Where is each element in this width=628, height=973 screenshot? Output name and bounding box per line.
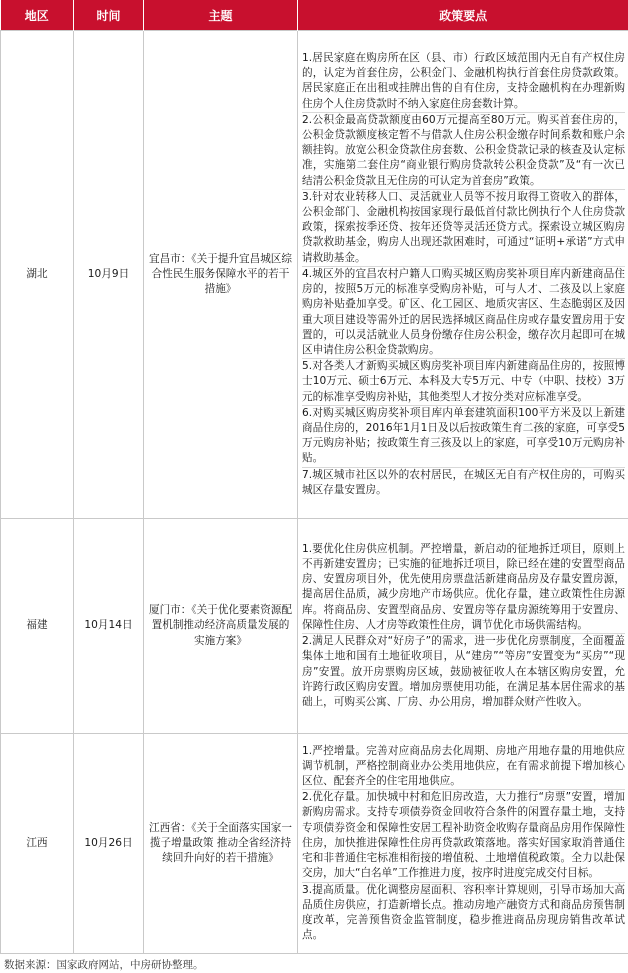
- source-note: 数据来源：国家政府网站，中房研协整理。: [4, 959, 204, 971]
- table-row: [1, 734, 628, 954]
- policy-point: 2.公积金最高贷款额度由60万元提高至80万元。购买首套住房的，公积金贷款额度核定暂不与借款人住房公积金缴存时间系数和账户余额挂钩。放宽公积金贷款住房套数、公积金贷款记录的核查及认定标准，实施第二套住房“商业银行购房贷款转公积金贷款”及“有一次已结清公积金贷款且无住房的可认定为首套房”政策。: [302, 113, 625, 190]
- policy-point: 3.提高质量。优化调整房屋面积、容积率计算规则，引导市场加大高品质住房供应，打造新增长点。推动房地产融资方式和商品房预售制度改革，完善预售资金监管制度，稳步推进商品房现房销售改革试点。: [302, 883, 625, 942]
- points-cell: [298, 519, 628, 734]
- policy-point: 1.严控增量。完善对应商品房去化周期、房地产用地存量的用地供应调节机制，严格控制商业办公类用地供应，在有需求前提下增加核心区位、配套齐全的住宅用地供应。: [302, 744, 625, 791]
- policy-point: 1.要优化住房供应机制。严控增量，新启动的征地拆迁项目，原则上不再新建安置房；已实施的征地拆迁项目，除已经在建的安置型商品房、安置房项目外，优先使用房票盘活新建商品房及存量安置房源，提高居住品质，减少房地产市场供应。优化存量，建立政策性住房源库。将商品房、安置型商品房、安置房等存量房源统筹用于安置房、保障性住房、人才房等政策性住房，调节优化市场供需结构。: [302, 542, 625, 634]
- header-row: [1, 0, 628, 31]
- header-topic: 主题: [144, 0, 298, 31]
- policy-point: 3.针对农业转移人口、灵活就业人员等不按月取得工资收入的群体，公积金部门、金融机构按国家现行最低首付款比例执行个人住房贷款政策，探索按季还贷、按年还贷等灵活还贷方式。探索设立城区购房贷款救助基金，购房人出现还款困难时，可通过“证明+承诺”方式申请救助基金。: [302, 190, 625, 267]
- topic-cell: 厦门市：《关于优化要素资源配置机制推动经济高质量发展的实施方案》: [144, 519, 298, 734]
- points-cell: [298, 31, 628, 519]
- table-row: [1, 31, 628, 519]
- policy-point: 5.对各类人才新购买城区购房奖补项目库内新建商品住房的，按照博士10万元、硕士6万元、本科及大专5万元、中专（中职、技校）3万元的标准享受购房补贴，其他类型人才按分类对应标准享受。: [302, 359, 625, 406]
- header-date: 时间: [74, 0, 144, 31]
- date-cell: 10月9日: [74, 31, 144, 519]
- topic-cell: 宜昌市：《关于提升宜昌城区综合性民生服务保障水平的若干措施》: [144, 31, 298, 519]
- region-cell: 江西: [1, 734, 74, 954]
- policy-point: 7.城区城市社区以外的农村居民，在城区无自有产权住房的，可购买城区存量安置房。: [302, 468, 625, 496]
- policy-point: 4.城区外的宜昌农村户籍人口购买城区购房奖补项目库内新建商品住房的，按照5万元的标准享受购房补贴，可与人才、二孩及以上家庭购房补贴叠加享受。矿区、化工园区、地质灾害区、生态脆弱区及因重大项目建设等需外迁的居民选择城区商品住房或存量安置房用于安置的，可以灵活就业人员身份缴存住房公积金，缴存次月起即可在城区申请住房公积金贷款购房。: [302, 267, 625, 359]
- policy-point: 6.对购买城区购房奖补项目库内单套建筑面积100平方米及以上新建商品住房的，2016年1月1日及以后按政策生育二孩的家庭，可享受5万元购房补贴；按政策生育三孩及以上的家庭，可享受10万元购房补贴。: [302, 406, 625, 468]
- region-cell: 福建: [1, 519, 74, 734]
- table-row: [1, 519, 628, 734]
- header-region: 地区: [1, 0, 74, 31]
- topic-cell: 江西省：《关于全面落实国家一揽子增量政策 推动全省经济持续回升向好的若干措施》: [144, 734, 298, 954]
- header-points: 政策要点: [298, 0, 628, 31]
- date-cell: 10月14日: [74, 519, 144, 734]
- policy-point: 2.满足人民群众对“好房子”的需求，进一步优化房票制度，全面覆盖集体土地和国有土地征收项目，从“建房”“等房”安置变为“买房”“现房”安置。放开房票购房区域，鼓励被征收人在本辖区购房安置，允许跨行政区购房安置。增加房票使用功能，在满足基本居住需求的基础上，可购买公寓、厂房、办公用房，增加群众财产性收入。: [302, 635, 625, 708]
- region-cell: 湖北: [1, 31, 74, 519]
- points-cell: [298, 734, 628, 954]
- policy-point: 1.居民家庭在购房所在区（县、市）行政区域范围内无自有产权住房的，认定为首套住房，公积金门、金融机构执行首套住房贷款政策。居民家庭正在出租或挂牌出售的自有住房，支持金融机构在办理新购住房个人住房贷款时不纳入家庭住房套数计算。: [302, 51, 625, 113]
- date-cell: 10月26日: [74, 734, 144, 954]
- policy-point: 2.优化存量。加快城中村和危旧房改造，大力推行“房票”安置，增加新购房需求。支持专项债券资金回收符合条件的闲置存量土地，支持专项债券资金和保障性安居工程补助资金收购存量商品房用作保障性住房，加快推进保障性住房再贷款政策落地。落实好国家取消普通住宅和非普通住宅标准相衔接的增值税、土地增值税政策。全力以赴保交房，加大“白名单”工作推进力度，按序时进度完成交付目标。: [302, 790, 625, 882]
